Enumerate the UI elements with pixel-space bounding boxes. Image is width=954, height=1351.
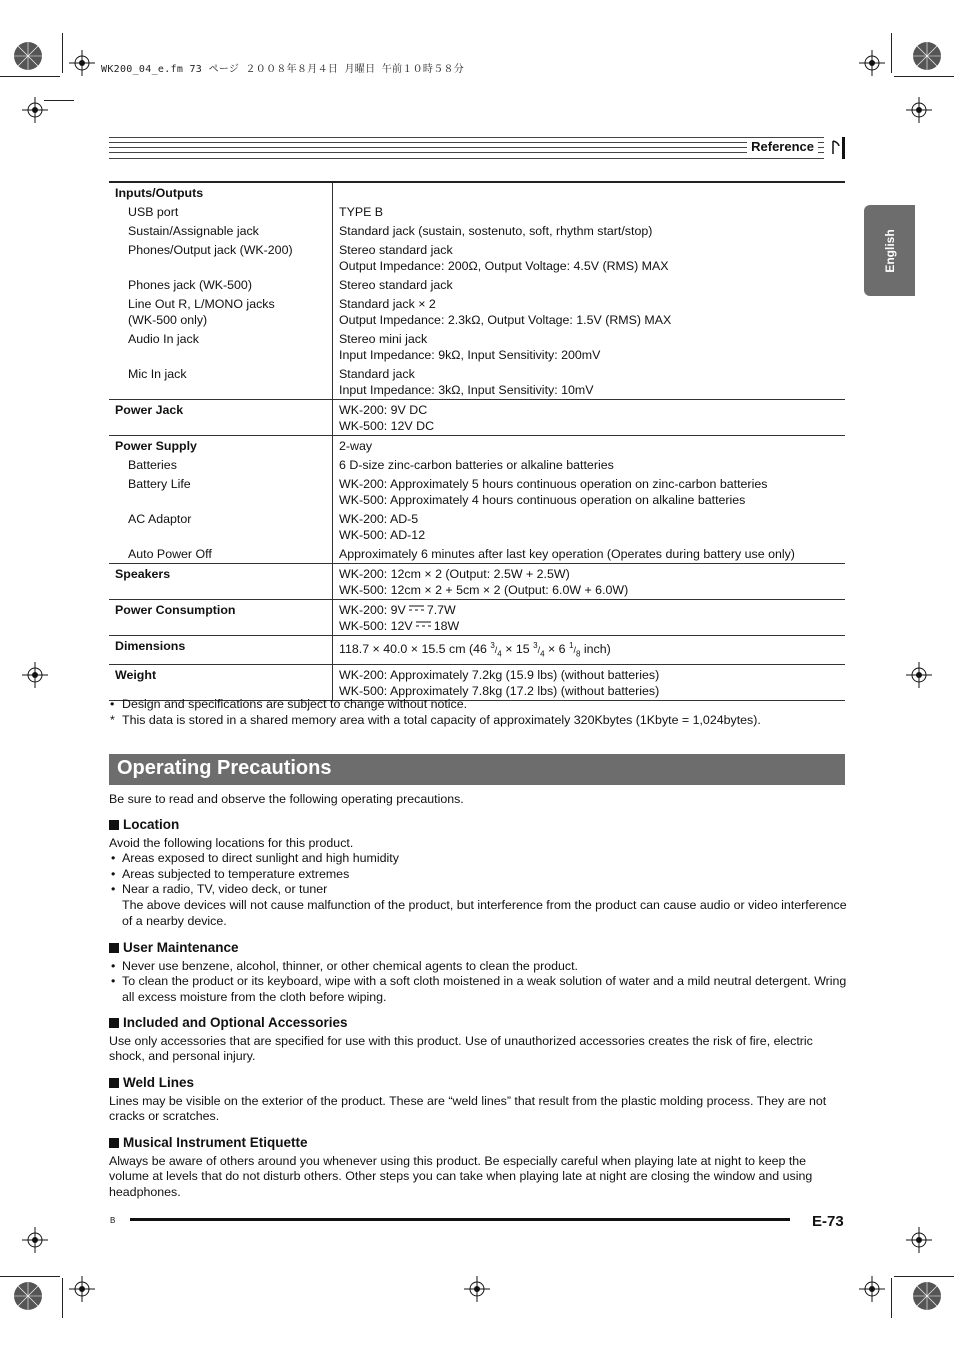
spec-value: TYPE B: [339, 205, 384, 219]
section-title: Operating Precautions: [117, 757, 332, 779]
color-rosette-icon: [13, 41, 43, 71]
subheading: Included and Optional Accessories: [109, 1015, 849, 1031]
color-rosette-icon: [912, 1281, 942, 1311]
etiquette-block: Musical Instrument Etiquette Always be aware of others around you whenever using this product. Be especially careful when playing late at night to keep the volume at levels that do not disturb others. Other steps you can take when playing late at night are closing the window and using headphones.: [109, 1135, 849, 1200]
table-row: [109, 455, 845, 474]
dc-symbol-icon: [416, 621, 431, 628]
spec-label: Power Supply: [109, 436, 333, 456]
dc-symbol-icon: [409, 605, 424, 612]
spec-label: Auto Power Off: [109, 544, 333, 564]
spec-notes: [109, 696, 761, 728]
spec-label: Sustain/Assignable jack: [109, 221, 333, 240]
registration-mark-icon: [22, 1227, 48, 1253]
table-row: [109, 664, 845, 700]
footer-rule: [130, 1218, 790, 1221]
table-row: [109, 240, 845, 275]
table-row: [109, 636, 845, 665]
note-item: * This data is stored in a shared memory area with a total capacity of approximately 320Kbytes (1Kbyte = 1,024bytes).: [110, 713, 761, 727]
intro-text: Be sure to read and observe the following operating precautions.: [109, 792, 464, 806]
spec-value: Standard jack (sustain, sostenuto, soft, rhythm start/stop): [339, 224, 653, 238]
location-block: Location Avoid the following locations for this product. • Areas exposed to direct sunlight and high humidity • Areas subjected to temperature extremes • Near a radio, TV, video deck, or tuner The above devices will not cause malfunction of the product, but interference from the product can cause audio or video interference of a nearby device.: [109, 817, 849, 929]
subheading: Location: [109, 817, 849, 833]
table-row: [109, 182, 845, 202]
subheading: Musical Instrument Etiquette: [109, 1135, 849, 1151]
spec-value: Input Impedance: 3kΩ, Input Sensitivity: 10mV: [339, 383, 594, 397]
weld-lines-block: Weld Lines Lines may be visible on the exterior of the product. These are “weld lines” that result from the plastic molding process. They are not cracks or scratches.: [109, 1075, 849, 1125]
spec-value: WK-500: 12cm × 2 + 5cm × 2 (Output: 6.0W + 6.0W): [339, 583, 629, 597]
table-row: [109, 400, 845, 436]
registration-mark-icon: [69, 50, 95, 76]
spec-value: Standard jack: [339, 367, 415, 381]
list-item: • Areas exposed to direct sunlight and high humidity: [111, 851, 399, 866]
registration-mark-icon: [859, 50, 885, 76]
table-row: [109, 544, 845, 564]
color-rosette-icon: [912, 41, 942, 71]
table-row: [109, 329, 845, 364]
table-row: [109, 202, 845, 221]
list-item: • Areas subjected to temperature extremes: [111, 866, 350, 881]
spec-value: WK-500: AD-12: [339, 528, 426, 542]
spec-label: Batteries: [109, 455, 333, 474]
list-item: • Never use benzene, alcohol, thinner, or other chemical agents to clean the product.: [111, 958, 578, 973]
spec-value: WK-500: 12V 18W: [339, 619, 460, 633]
music-note-icon: [824, 137, 846, 159]
spec-value: WK-200: Approximately 5 hours continuous operation on zinc-carbon batteries: [339, 477, 768, 491]
spec-value: Standard jack × 2: [339, 297, 436, 311]
spec-label: Weight: [109, 664, 333, 700]
footer-mark: B: [110, 1216, 116, 1225]
language-tab-label: English: [882, 228, 897, 273]
spec-value: WK-500: 12V DC: [339, 419, 435, 433]
registration-mark-icon: [906, 1227, 932, 1253]
accessories-block: Included and Optional Accessories Use only accessories that are specified for use with this product. Use of unauthorized accessories creates the risk of fire, electric shock, and personal injury.: [109, 1015, 849, 1065]
spec-value: 2-way: [339, 439, 373, 453]
section-heading-bar: [109, 754, 845, 785]
list-item: • To clean the product or its keyboard, wipe with a soft cloth moistened in a weak solution of water and a mild neutral detergent. Wring all excess moisture from the cloth before wiping.: [111, 974, 847, 1004]
spec-label: USB port: [109, 202, 333, 221]
spec-label: (WK-500 only): [128, 313, 208, 327]
table-row: [109, 600, 845, 636]
page-number: E-73: [812, 1213, 844, 1230]
spec-label: Power Jack: [109, 400, 333, 436]
list-item: • Near a radio, TV, video deck, or tuner: [111, 882, 328, 897]
table-row: [109, 436, 845, 456]
spec-value: 118.7 × 40.0 × 15.5 cm (46 $^3/_4 \times 15$ $^3/_4 \times 6$ $^1/_8$ inch): [333, 636, 846, 665]
spec-value: WK-500: Approximately 7.8kg (17.2 lbs) (without batteries): [339, 683, 660, 698]
registration-mark-icon: [906, 97, 932, 123]
spec-label: Inputs/Outputs: [109, 182, 333, 202]
spec-value: Approximately 6 minutes after last key operation (Operates during battery use only): [339, 547, 795, 561]
subheading: Weld Lines: [109, 1075, 849, 1091]
spec-value: 6 D-size zinc-carbon batteries or alkaline batteries: [339, 458, 614, 472]
spec-label: Dimensions: [109, 636, 333, 665]
registration-mark-icon: [22, 97, 48, 123]
square-bullet-icon: [109, 943, 119, 953]
spec-label: Phones jack (WK-500): [109, 275, 333, 294]
table-row: [109, 221, 845, 240]
spec-value: WK-200: 12cm × 2 (Output: 2.5W + 2.5W): [339, 567, 570, 581]
color-rosette-icon: [13, 1281, 43, 1311]
spec-label: AC Adaptor: [109, 509, 333, 544]
spec-value: Output Impedance: 2.3kΩ, Output Voltage: 1.5V (RMS) MAX: [339, 313, 672, 327]
registration-mark-icon: [464, 1276, 490, 1302]
header-title: Reference: [747, 139, 818, 154]
square-bullet-icon: [109, 820, 119, 830]
square-bullet-icon: [109, 1138, 119, 1148]
spec-value: Stereo mini jack: [339, 332, 428, 346]
table-row: [109, 364, 845, 400]
spec-label: Battery Life: [109, 474, 333, 509]
spec-value: Output Impedance: 200Ω, Output Voltage: 4.5V (RMS) MAX: [339, 259, 669, 273]
registration-mark-icon: [859, 1276, 885, 1302]
registration-mark-icon: [906, 662, 932, 688]
spec-label: Power Consumption: [109, 600, 333, 636]
spec-value: WK-200: Approximately 7.2kg (15.9 lbs) (without batteries): [339, 667, 660, 682]
maintenance-block: [109, 940, 849, 1005]
spec-table: [109, 181, 845, 701]
language-tab: [864, 205, 915, 296]
table-row: [109, 275, 845, 294]
spec-label: Speakers: [109, 564, 333, 600]
spec-value: WK-500: Approximately 4 hours continuous operation on alkaline batteries: [339, 493, 746, 507]
table-row: [109, 564, 845, 600]
registration-mark-icon: [22, 662, 48, 688]
spec-value: WK-200: AD-5: [339, 512, 419, 526]
file-slug: WK200_04_e.fm 73 ページ ２００８年８月４日 月曜日 午前１０時５８分: [101, 64, 465, 75]
table-row: [109, 294, 845, 329]
spec-value: WK-200: 9V DC: [339, 403, 428, 417]
registration-mark-icon: [69, 1276, 95, 1302]
table-row: [109, 474, 845, 509]
spec-value: Stereo standard jack: [339, 243, 453, 257]
spec-label: Phones/Output jack (WK-200): [109, 240, 333, 275]
spec-value: Stereo standard jack: [339, 278, 453, 292]
spec-label: Line Out R, L/MONO jacks: [128, 297, 275, 311]
square-bullet-icon: [109, 1018, 119, 1028]
spec-value: WK-200: 9V 7.7W: [339, 603, 456, 617]
spec-label: Audio In jack: [109, 329, 333, 364]
square-bullet-icon: [109, 1078, 119, 1088]
subheading: User Maintenance: [109, 940, 849, 956]
spec-label: Mic In jack: [109, 364, 333, 400]
table-row: [109, 509, 845, 544]
header-rules: [109, 137, 845, 159]
spec-value: Input Impedance: 9kΩ, Input Sensitivity: 200mV: [339, 348, 601, 362]
note-item: • Design and specifications are subject to change without notice.: [110, 697, 468, 711]
